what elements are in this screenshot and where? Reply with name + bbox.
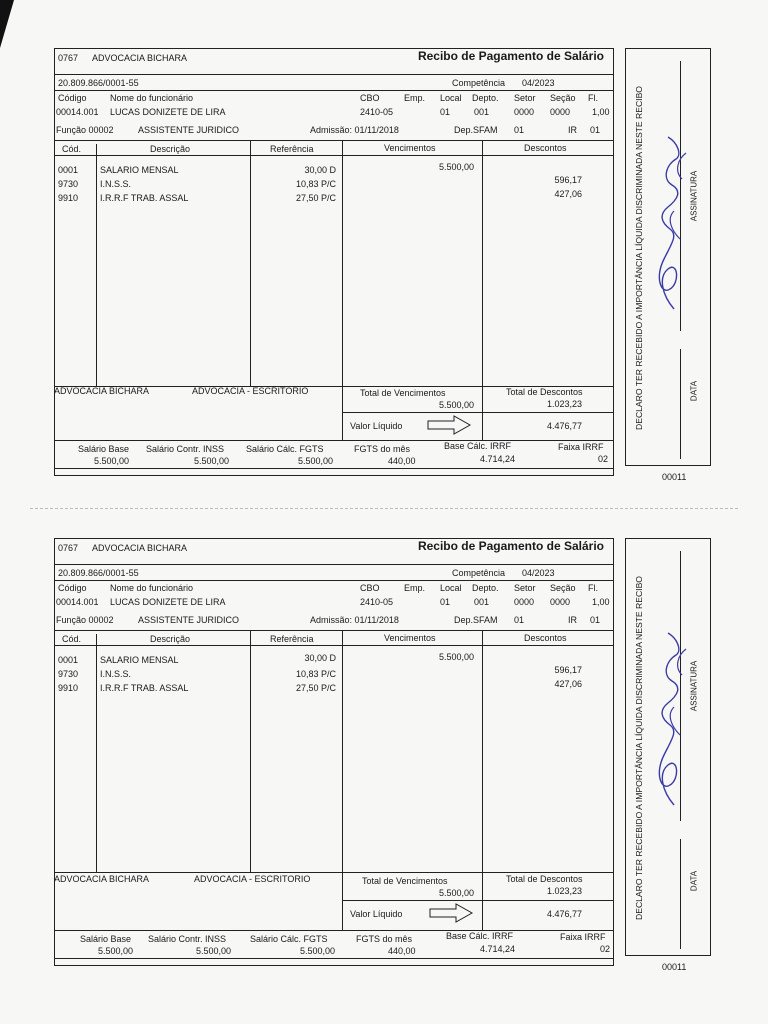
rule bbox=[54, 155, 614, 156]
hdr-fl: Fl. bbox=[588, 93, 598, 103]
payslip-main-1 bbox=[54, 48, 614, 476]
item-cod: 9730 bbox=[58, 179, 79, 189]
base-value: 5.500,00 bbox=[298, 456, 334, 466]
valor-liquido-label: Valor Líquido bbox=[350, 421, 403, 431]
employee-local: 01 bbox=[440, 597, 451, 607]
employee-fl: 1,00 bbox=[592, 597, 610, 607]
base-value: 440,00 bbox=[388, 456, 416, 466]
item-referencia: 27,50 P/C bbox=[295, 683, 336, 693]
rule bbox=[54, 140, 614, 141]
base-value: 4.714,24 bbox=[480, 944, 516, 954]
rule bbox=[54, 580, 614, 581]
hdr-depto: Depto. bbox=[472, 583, 499, 593]
item-cod: 9730 bbox=[58, 669, 79, 679]
hdr-secao: Seção bbox=[550, 583, 576, 593]
employee-secao: 0000 bbox=[550, 597, 571, 607]
rule bbox=[54, 872, 614, 873]
base-value: 5.500,00 bbox=[94, 456, 130, 466]
cnpj: 20.809.866/0001-55 bbox=[58, 568, 139, 578]
valor-liquido: 4.476,77 bbox=[546, 421, 582, 431]
employee-depto: 001 bbox=[474, 597, 490, 607]
hdr-nome: Nome do funcionário bbox=[110, 93, 194, 103]
cut-line bbox=[30, 508, 738, 509]
payslip-title: Recibo de Pagamento de Salário bbox=[417, 49, 604, 63]
competencia-value: 04/2023 bbox=[522, 568, 555, 578]
hdr-cbo: CBO bbox=[360, 583, 380, 593]
rule bbox=[342, 386, 343, 440]
employee-local: 01 bbox=[440, 107, 451, 117]
base-value: 02 bbox=[598, 454, 609, 464]
rule bbox=[482, 140, 483, 440]
data-label: DATA bbox=[689, 380, 699, 402]
employee-fl: 1,00 bbox=[592, 107, 610, 117]
rule bbox=[482, 630, 483, 930]
hdr-codigo: Código bbox=[58, 93, 87, 103]
funcao: Função 00002 bbox=[56, 615, 114, 625]
employer-name: ADVOCACIA BICHARA bbox=[92, 543, 188, 553]
rule bbox=[54, 645, 614, 646]
total-descontos-label: Total de Descontos bbox=[506, 874, 583, 884]
item-descricao: SALARIO MENSAL bbox=[100, 655, 179, 665]
dep-sfam-value: 01 bbox=[514, 615, 525, 625]
hdr-local: Local bbox=[440, 93, 462, 103]
base-value: 4.714,24 bbox=[480, 454, 516, 464]
item-descricao: I.R.R.F TRAB. ASSAL bbox=[100, 683, 189, 693]
rule bbox=[342, 412, 614, 413]
col-vencimentos: Vencimentos bbox=[384, 633, 436, 643]
cnpj: 20.809.866/0001-55 bbox=[58, 78, 139, 88]
rule bbox=[250, 630, 251, 872]
col-cod: Cód. bbox=[62, 144, 82, 154]
date-line bbox=[680, 839, 681, 949]
scan-corner-shadow bbox=[0, 0, 14, 48]
arrow-right-icon bbox=[428, 902, 474, 924]
col-descontos: Descontos bbox=[524, 633, 567, 643]
employer-code: 0767 bbox=[58, 53, 79, 63]
rule bbox=[54, 564, 614, 565]
receipt-number: 00011 bbox=[662, 472, 687, 482]
employee-code: 00014.001 bbox=[56, 597, 99, 607]
admissao: Admissão: 01/11/2018 bbox=[310, 125, 399, 135]
rule bbox=[250, 140, 251, 386]
base-label: Base Cálc. IRRF bbox=[444, 441, 512, 451]
signature-stub-1 bbox=[625, 48, 711, 466]
ir-value: 01 bbox=[590, 615, 601, 625]
footer-company: ADVOCACIA BICHARA bbox=[54, 386, 150, 396]
base-label: Salário Contr. INSS bbox=[146, 444, 225, 454]
competencia-value: 04/2023 bbox=[522, 78, 555, 88]
admissao: Admissão: 01/11/2018 bbox=[310, 615, 399, 625]
payslip-title: Recibo de Pagamento de Salário bbox=[417, 539, 604, 553]
dep-sfam-label: Dep.SFAM bbox=[454, 125, 498, 135]
base-value: 02 bbox=[600, 944, 611, 954]
receipt-number: 00011 bbox=[662, 962, 687, 972]
declaration-text: DECLARO TER RECEBIDO A IMPORTÂNCIA LÍQUIDA DISCRIMINADA NESTE RECIBO bbox=[634, 86, 644, 430]
col-referencia: Referência bbox=[270, 634, 314, 644]
item-referencia: 10,83 P/C bbox=[295, 179, 336, 189]
employee-cbo: 2410-05 bbox=[360, 597, 394, 607]
dep-sfam-label: Dep.SFAM bbox=[454, 615, 498, 625]
col-descontos: Descontos bbox=[524, 143, 567, 153]
item-descontos: 596,17 bbox=[554, 665, 582, 675]
rule bbox=[342, 900, 614, 901]
declaration-text: DECLARO TER RECEBIDO A IMPORTÂNCIA LÍQUIDA DISCRIMINADA NESTE RECIBO bbox=[634, 576, 644, 920]
total-vencimentos-label: Total de Vencimentos bbox=[360, 388, 446, 398]
ir-label: IR bbox=[568, 125, 577, 135]
rule bbox=[96, 144, 97, 386]
signature-stub-2 bbox=[625, 538, 711, 956]
employee-name: LUCAS DONIZETE DE LIRA bbox=[110, 107, 226, 117]
valor-liquido: 4.476,77 bbox=[546, 909, 582, 919]
cargo: ASSISTENTE JURIDICO bbox=[138, 615, 240, 625]
col-descricao: Descrição bbox=[150, 144, 191, 154]
handwritten-signature bbox=[644, 119, 694, 319]
hdr-setor: Setor bbox=[514, 583, 536, 593]
hdr-fl: Fl. bbox=[588, 583, 598, 593]
item-descricao: I.N.S.S. bbox=[100, 669, 132, 679]
rule bbox=[54, 630, 614, 631]
hdr-codigo: Código bbox=[58, 583, 87, 593]
item-cod: 0001 bbox=[58, 655, 79, 665]
item-descricao: SALARIO MENSAL bbox=[100, 165, 179, 175]
item-descontos: 596,17 bbox=[554, 175, 582, 185]
total-vencimentos: 5.500,00 bbox=[438, 400, 474, 410]
total-vencimentos-label: Total de Vencimentos bbox=[362, 876, 448, 886]
hdr-depto: Depto. bbox=[472, 93, 499, 103]
col-referencia: Referência bbox=[270, 144, 314, 154]
item-vencimentos: 5.500,00 bbox=[438, 652, 474, 662]
payslip-main-2 bbox=[54, 538, 614, 966]
item-referencia: 10,83 P/C bbox=[295, 669, 336, 679]
base-value: 5.500,00 bbox=[98, 946, 134, 956]
footer-activity: ADVOCACIA - ESCRITORIO bbox=[194, 874, 311, 884]
base-label: Faixa IRRF bbox=[558, 442, 604, 452]
rule bbox=[342, 140, 343, 386]
rule bbox=[54, 90, 614, 91]
rule bbox=[342, 872, 343, 930]
competencia-label: Competência bbox=[452, 568, 506, 578]
hdr-local: Local bbox=[440, 583, 462, 593]
item-cod: 9910 bbox=[58, 193, 79, 203]
col-cod: Cód. bbox=[62, 634, 82, 644]
rule bbox=[54, 74, 614, 75]
employee-setor: 0000 bbox=[514, 597, 535, 607]
arrow-right-icon bbox=[426, 414, 472, 436]
base-value: 440,00 bbox=[388, 946, 416, 956]
item-cod: 0001 bbox=[58, 165, 79, 175]
assinatura-label: ASSINATURA bbox=[689, 660, 699, 712]
data-label: DATA bbox=[689, 870, 699, 892]
rule bbox=[96, 634, 97, 872]
cargo: ASSISTENTE JURIDICO bbox=[138, 125, 240, 135]
employee-depto: 001 bbox=[474, 107, 490, 117]
employee-secao: 0000 bbox=[550, 107, 571, 117]
item-descricao: I.R.R.F TRAB. ASSAL bbox=[100, 193, 189, 203]
handwritten-signature bbox=[644, 609, 694, 809]
dep-sfam-value: 01 bbox=[514, 125, 525, 135]
base-label: Salário Base bbox=[80, 934, 132, 944]
hdr-emp: Emp. bbox=[404, 93, 426, 103]
rule bbox=[54, 958, 614, 959]
funcao: Função 00002 bbox=[56, 125, 114, 135]
base-label: Salário Contr. INSS bbox=[148, 934, 227, 944]
base-value: 5.500,00 bbox=[300, 946, 336, 956]
base-label: Salário Cálc. FGTS bbox=[246, 444, 324, 454]
footer-activity: ADVOCACIA - ESCRITORIO bbox=[192, 386, 309, 396]
base-label: FGTS do mês bbox=[356, 934, 413, 944]
item-vencimentos: 5.500,00 bbox=[438, 162, 474, 172]
employer-name: ADVOCACIA BICHARA bbox=[92, 53, 188, 63]
hdr-cbo: CBO bbox=[360, 93, 380, 103]
total-descontos: 1.023,23 bbox=[546, 399, 582, 409]
base-value: 5.500,00 bbox=[194, 456, 230, 466]
item-descricao: I.N.S.S. bbox=[100, 179, 132, 189]
col-descricao: Descrição bbox=[150, 634, 191, 644]
item-cod: 9910 bbox=[58, 683, 79, 693]
base-label: Salário Cálc. FGTS bbox=[250, 934, 328, 944]
total-descontos: 1.023,23 bbox=[546, 886, 582, 896]
valor-liquido-label: Valor Líquido bbox=[350, 909, 403, 919]
item-referencia: 30,00 D bbox=[304, 165, 336, 175]
base-label: Faixa IRRF bbox=[560, 932, 606, 942]
hdr-nome: Nome do funcionário bbox=[110, 583, 194, 593]
employee-code: 00014.001 bbox=[56, 107, 99, 117]
rule bbox=[54, 440, 614, 441]
base-label: Base Cálc. IRRF bbox=[446, 931, 514, 941]
employer-code: 0767 bbox=[58, 543, 79, 553]
assinatura-label: ASSINATURA bbox=[689, 170, 699, 222]
competencia-label: Competência bbox=[452, 78, 506, 88]
date-line bbox=[680, 349, 681, 459]
item-referencia: 30,00 D bbox=[304, 653, 336, 663]
base-value: 5.500,00 bbox=[196, 946, 232, 956]
item-referencia: 27,50 P/C bbox=[295, 193, 336, 203]
rule bbox=[54, 468, 614, 469]
footer-company: ADVOCACIA BICHARA bbox=[54, 874, 150, 884]
base-label: FGTS do mês bbox=[354, 444, 411, 454]
hdr-setor: Setor bbox=[514, 93, 536, 103]
ir-label: IR bbox=[568, 615, 577, 625]
base-label: Salário Base bbox=[78, 444, 130, 454]
hdr-emp: Emp. bbox=[404, 583, 426, 593]
ir-value: 01 bbox=[590, 125, 601, 135]
hdr-secao: Seção bbox=[550, 93, 576, 103]
employee-name: LUCAS DONIZETE DE LIRA bbox=[110, 597, 226, 607]
rule bbox=[342, 630, 343, 872]
employee-setor: 0000 bbox=[514, 107, 535, 117]
col-vencimentos: Vencimentos bbox=[384, 143, 436, 153]
employee-cbo: 2410-05 bbox=[360, 107, 394, 117]
total-descontos-label: Total de Descontos bbox=[506, 387, 583, 397]
total-vencimentos: 5.500,00 bbox=[438, 888, 474, 898]
item-descontos: 427,06 bbox=[554, 189, 582, 199]
rule bbox=[54, 930, 614, 931]
item-descontos: 427,06 bbox=[554, 679, 582, 689]
